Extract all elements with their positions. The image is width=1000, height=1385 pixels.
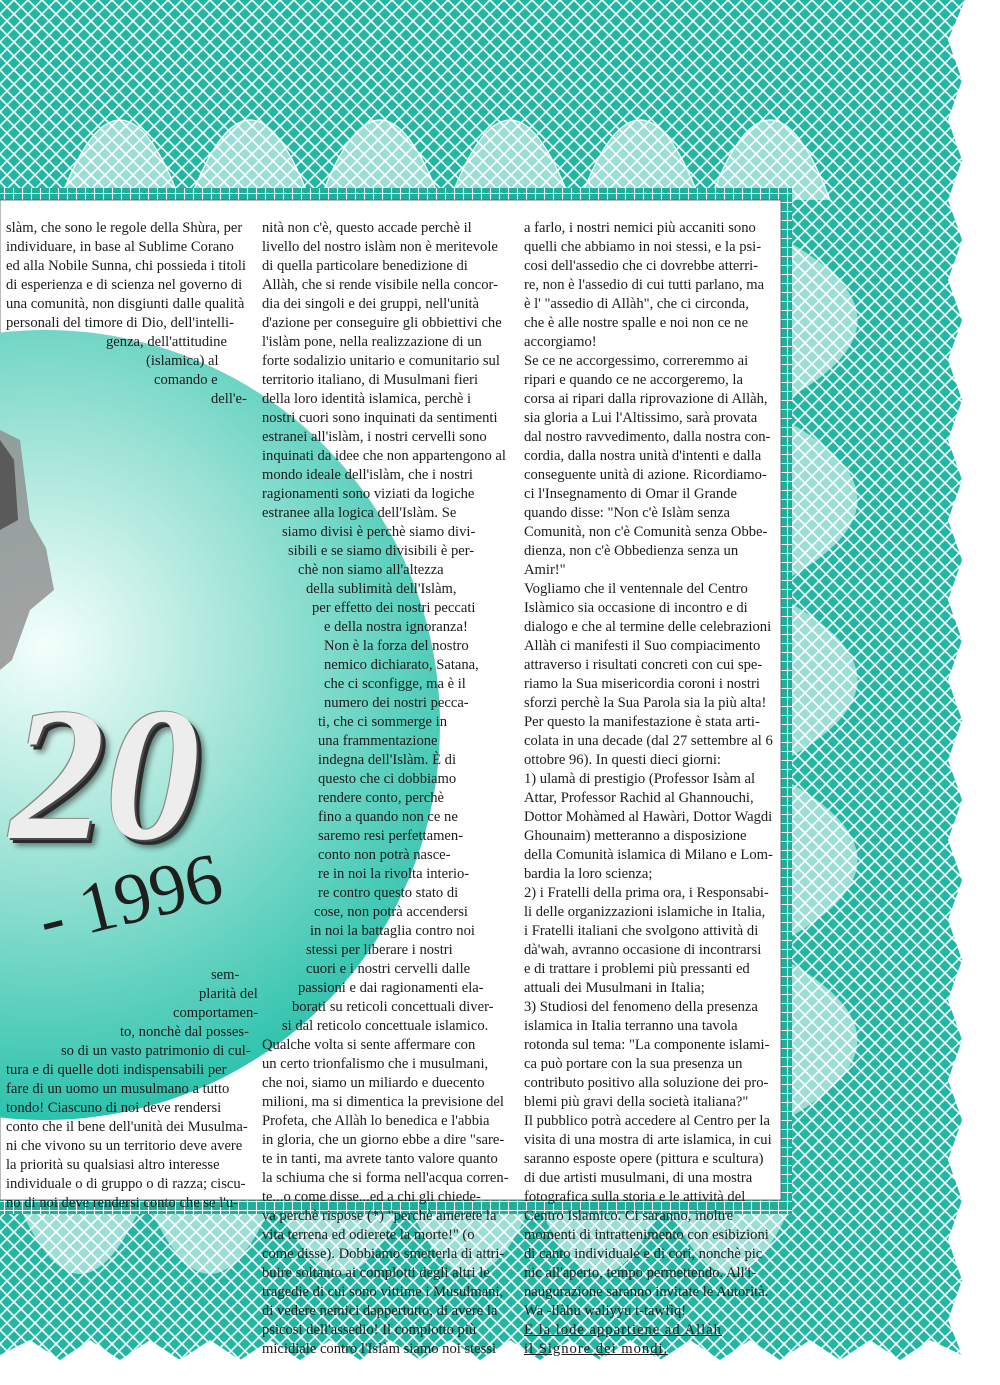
text-line: di due artisti musulmani, di una mostra — [524, 1170, 753, 1186]
text-line: re, non è l'assedio di cui tutti parlano, ma — [524, 277, 765, 293]
text-line: in noi la battaglia contro noi — [310, 923, 475, 939]
text-line: contributo positivo alla soluzione dei pro- — [524, 1075, 769, 1091]
text-line: che è alle nostre spalle e noi non ce ne — [524, 315, 749, 331]
text-line: va perchè rispose (*) "perchè amerete la — [262, 1208, 497, 1224]
text-line: chè non siamo all'altezza — [298, 562, 444, 578]
text-line: d'azione per conseguire gli obbiettivi che — [262, 315, 502, 331]
text-line: della Comunità islamica di Milano e Lom- — [524, 847, 773, 863]
closing-line: E la lode appartiene ad Allàh — [524, 1322, 722, 1338]
text-line: genza, dell'attitudine — [106, 334, 227, 350]
text-line: di vedere nemici dappertutto, di avere la — [262, 1303, 498, 1319]
text-line: dienza, non c'è Obbedienza senza un — [524, 543, 739, 559]
text-line: plarità del — [199, 986, 258, 1002]
text-line: numero dei nostri pecca- — [324, 695, 469, 711]
text-line: sia gloria a Lui l'Altissimo, sarà provata — [524, 410, 758, 426]
text-line: corsa ai ripari dalla riprovazione di Allàh, — [524, 391, 768, 407]
text-line: slàm, che sono le regole della Shùra, per — [6, 220, 243, 236]
text-line: attuali dei Musulmani in Italia; — [524, 980, 705, 996]
text-line: come disse). Dobbiamo smetterla di attri- — [262, 1246, 505, 1262]
text-line: ed alla Nobile Sunna, chi possieda i titoli — [6, 258, 246, 274]
text-line: islamica in Italia terranno una tavola — [524, 1018, 738, 1034]
text-line: ragionamenti sono viziati da logiche — [262, 486, 475, 502]
text-line: re in noi la rivolta interio- — [318, 866, 470, 882]
text-line: siamo divisi è perchè siamo divi- — [282, 524, 476, 540]
text-line: comando e — [154, 372, 218, 388]
text-line: stessi per liberare i nostri — [306, 942, 453, 958]
text-line: ci l'Insegnamento di Omar il Grande — [524, 486, 737, 502]
text-line: mondo ideale dell'islàm, che i nostri — [262, 467, 473, 483]
text-line: ottobre 96). In questi dieci giorni: — [524, 752, 721, 768]
text-line: e di trattare i problemi più pressanti ed — [524, 961, 750, 977]
text-line: passioni e dai ragionamenti ela- — [298, 980, 484, 996]
text-line: 2) i Fratelli della prima ora, i Responsabi- — [524, 885, 769, 901]
text-line: sem- — [211, 967, 240, 983]
text-line: in gloria, che un giorno ebbe a dire "sare- — [262, 1132, 505, 1148]
text-line: cuori e i nostri cervelli dalle — [306, 961, 471, 977]
text-line: nostri cuori sono inquinati da sentimenti — [262, 410, 498, 426]
text-line: borati su reticoli concettuali diver- — [292, 999, 494, 1015]
anniversary-number: 20 — [10, 670, 200, 880]
text-line: riamo la Sua misericordia coroni i nostri — [524, 676, 760, 692]
text-line: ca può portare con la sua presenza un — [524, 1056, 743, 1072]
text-line: to, nonchè dal posses- — [120, 1024, 249, 1040]
text-line: i Fratelli italiani che svolgono attività di — [524, 923, 759, 939]
text-line: Non è la forza del nostro — [324, 638, 469, 654]
text-line: personali del timore di Dio, dell'intelli- — [6, 315, 234, 331]
text-line: estranei all'islàm, i nostri cervelli sono — [262, 429, 487, 445]
text-line: (islamica) al — [146, 353, 219, 369]
text-line: Comunità, non c'è Comunità senza Obbe- — [524, 524, 768, 540]
text-line: individuare, in base al Sublime Corano — [6, 239, 234, 255]
text-line: Centro Islamico. Ci saranno, inoltre — [524, 1208, 734, 1224]
text-line: Profeta, che Allàh lo benedica e l'abbia — [262, 1113, 490, 1129]
text-line: Dottor Mohàmed al Hawàri, Dottor Wagdi — [524, 809, 773, 825]
text-line: cose, non potrà accendersi — [314, 904, 468, 920]
text-line: Amir!" — [524, 562, 566, 578]
text-line: individuale o di gruppo o di razza; ciscu- — [6, 1176, 246, 1192]
text-line: si dal reticolo concettuale islamico. — [282, 1018, 489, 1034]
text-line: un certo trionfalismo che i musulmani, — [262, 1056, 489, 1072]
text-line: saremo resi perfettamen- — [318, 828, 464, 844]
text-line: conto non potrà nasce- — [318, 847, 451, 863]
text-line: e della nostra ignoranza! — [324, 619, 468, 635]
text-line: questo che ci dobbiamo — [318, 771, 457, 787]
text-line: a farlo, i nostri nemici più accaniti sono — [524, 220, 756, 236]
text-line: comportamen- — [173, 1005, 259, 1021]
text-line: della loro identità islamica, perchè i — [262, 391, 472, 407]
text-line: dell'e- — [211, 391, 247, 407]
text-line: quando disse: "Non c'è Islàm senza — [524, 505, 730, 521]
text-line: Per questo la manifestazione è stata arti- — [524, 714, 760, 730]
text-line: estranee alla logica dell'Islàm. Se — [262, 505, 457, 521]
text-line: livello del nostro islàm non è meritevole — [262, 239, 498, 255]
text-line: tragedie di cui sono vittime i Musulmani, — [262, 1284, 504, 1300]
text-line: attraverso i risultati concreti con cui spe- — [524, 657, 763, 673]
text-line: micidiale contro l'Islàm siamo noi stessi — [262, 1341, 497, 1357]
text-line: ni che vivono su un territorio deve avere — [6, 1138, 243, 1154]
text-line: dialogo e che al termine delle celebrazioni — [524, 619, 772, 635]
text-line: Qualche volta si sente affermare con — [262, 1037, 476, 1053]
text-line: bardia la loro scienza; — [524, 866, 653, 882]
text-line: momenti di intrattenimento con esibizioni — [524, 1227, 769, 1243]
text-line: buire soltanto ai complotti degli altri le — [262, 1265, 490, 1281]
text-line: naugurazione saranno invitate le Autorità. — [524, 1284, 769, 1300]
text-line: milioni, ma si dimentica la previsione del — [262, 1094, 504, 1110]
left-column-bottom — [6, 966, 264, 1213]
text-line: accorgiamo! — [524, 334, 597, 350]
text-line: Se ce ne accorgessimo, correremmo ai — [524, 353, 749, 369]
text-line: li delle organizzazioni islamiche in Italia, — [524, 904, 766, 920]
text-line: Allàh, che si rende visibile nella concor- — [262, 277, 498, 293]
text-line: nemico dichiarato, Satana, — [324, 657, 479, 673]
text-line: ti, che ci sommerge in — [318, 714, 448, 730]
text-line: 1) ulamà di prestigio (Professor Isàm al — [524, 771, 756, 787]
text-line: so di un vasto patrimonio di cul- — [61, 1043, 251, 1059]
text-line: conto che il bene dell'unità dei Musulma- — [6, 1119, 248, 1135]
text-line: ripari e quando ce ne accorgeremo, la — [524, 372, 743, 388]
text-line: sibili e se siamo divisibili è per- — [288, 543, 475, 559]
text-line: te...o come disse...ed a chi gli chiede- — [262, 1189, 481, 1205]
text-line: tondo! Ciascuno di noi deve rendersi — [6, 1100, 222, 1116]
text-line: quelli che abbiamo in noi stessi, e la psi- — [524, 239, 762, 255]
text-line: sforzi perchè la Sua Parola sia la più alta! — [524, 695, 767, 711]
text-line: la schiuma che si forma nell'acqua corren- — [262, 1170, 509, 1186]
text-line: cosi dell'assedio che ci dovrebbe atterri- — [524, 258, 759, 274]
text-line: te in tanti, ma avrete tanto valore quanto — [262, 1151, 498, 1167]
text-line: Wa -llàhu waliyyu t-tawfìq! — [524, 1303, 687, 1319]
text-line: nic all'aperto, tempo permettendo. All'i- — [524, 1265, 757, 1281]
text-line: Ghounaim) metteranno a disposizione — [524, 828, 747, 844]
text-line: rendere conto, perchè — [318, 790, 444, 806]
text-line: blemi più gravi della società italiana?" — [524, 1094, 749, 1110]
text-line: Islàmico sia occasione di incontro e di — [524, 600, 748, 616]
text-line: di esperienza e di scienza nel governo di — [6, 277, 243, 293]
text-line: della sublimità dell'Islàm, — [306, 581, 457, 597]
text-line: forte sodalizio unitario e comunitario sul — [262, 353, 500, 369]
text-line: conseguente unità di azione. Ricordiamo- — [524, 467, 767, 483]
text-line: fino a quando non ce ne — [318, 809, 458, 825]
text-line: una comunità, non disgiunti dalle qualità — [6, 296, 245, 312]
text-line: re contro questo stato di — [318, 885, 459, 901]
text-line: fotografica sulla storia e le attività del — [524, 1189, 746, 1205]
middle-column — [262, 219, 514, 1359]
text-line: Attar, Professor Rachid al Ghannouchi, — [524, 790, 754, 806]
text-line: vita terrena ed odierete la morte!" (o — [262, 1227, 475, 1243]
text-line: no di noi deve rendersi conto che se l'u- — [6, 1195, 239, 1211]
text-line: Vogliamo che il ventennale del Centro — [524, 581, 748, 597]
text-line: per effetto dei nostri peccati — [312, 600, 476, 616]
text-line: colata in una decade (dal 27 settembre al 6 — [524, 733, 773, 749]
text-line: Il pubblico potrà accedere al Centro per la — [524, 1113, 770, 1129]
left-column-top — [6, 219, 264, 409]
text-line: saranno esposte opere (pittura e scultura) — [524, 1151, 764, 1167]
right-column — [524, 219, 774, 1359]
text-line: 3) Studiosi del fenomeno della presenza — [524, 999, 758, 1015]
text-line: tura e di quelle doti indispensabili per — [6, 1062, 227, 1078]
text-line: dia dei singoli e dei gruppi, nell'unità — [262, 296, 480, 312]
text-line: dal nostro ravvedimento, dalla nostra con- — [524, 429, 771, 445]
text-line: dà'wah, avranno occasione di incontrarsi — [524, 942, 762, 958]
text-line: indegna dell'Islàm. È di — [318, 752, 456, 768]
anniversary-year: - 1996 — [30, 837, 231, 960]
text-line: nità non c'è, questo accade perchè il — [262, 220, 472, 236]
text-line: di quella particolare benedizione di — [262, 258, 468, 274]
text-line: l'islàm pone, nella realizzazione di un — [262, 334, 482, 350]
text-line: è l' "assedio di Allàh", che ci circonda, — [524, 296, 749, 312]
text-line: di canto individuale e di cori, nonchè pic — [524, 1246, 763, 1262]
text-line: rotonda sul tema: "La componente islami- — [524, 1037, 770, 1053]
closing-line: il Signore dei mondi. — [524, 1341, 669, 1357]
text-line: una frammentazione — [318, 733, 438, 749]
text-line: cordia, dalla nostra unità d'intenti e dalla — [524, 448, 762, 464]
text-line: la priorità su qualsiasi altro interesse — [6, 1157, 220, 1173]
text-line: territorio italiano, di Musulmani fieri — [262, 372, 479, 388]
text-line: che ci sconfigge, ma è il — [324, 676, 466, 692]
text-line: che noi, siamo un miliardo e duecento — [262, 1075, 485, 1091]
text-line: fare di un uomo un musulmano a tutto — [6, 1081, 230, 1097]
text-line: inquinati da idee che non appartengono al — [262, 448, 506, 464]
text-line: visita di una mostra di arte islamica, in cui — [524, 1132, 772, 1148]
text-line: Allàh ci manifesti il Suo compiacimento — [524, 638, 761, 654]
text-line: psicosi dell'assedio! Il complotto più — [262, 1322, 477, 1338]
